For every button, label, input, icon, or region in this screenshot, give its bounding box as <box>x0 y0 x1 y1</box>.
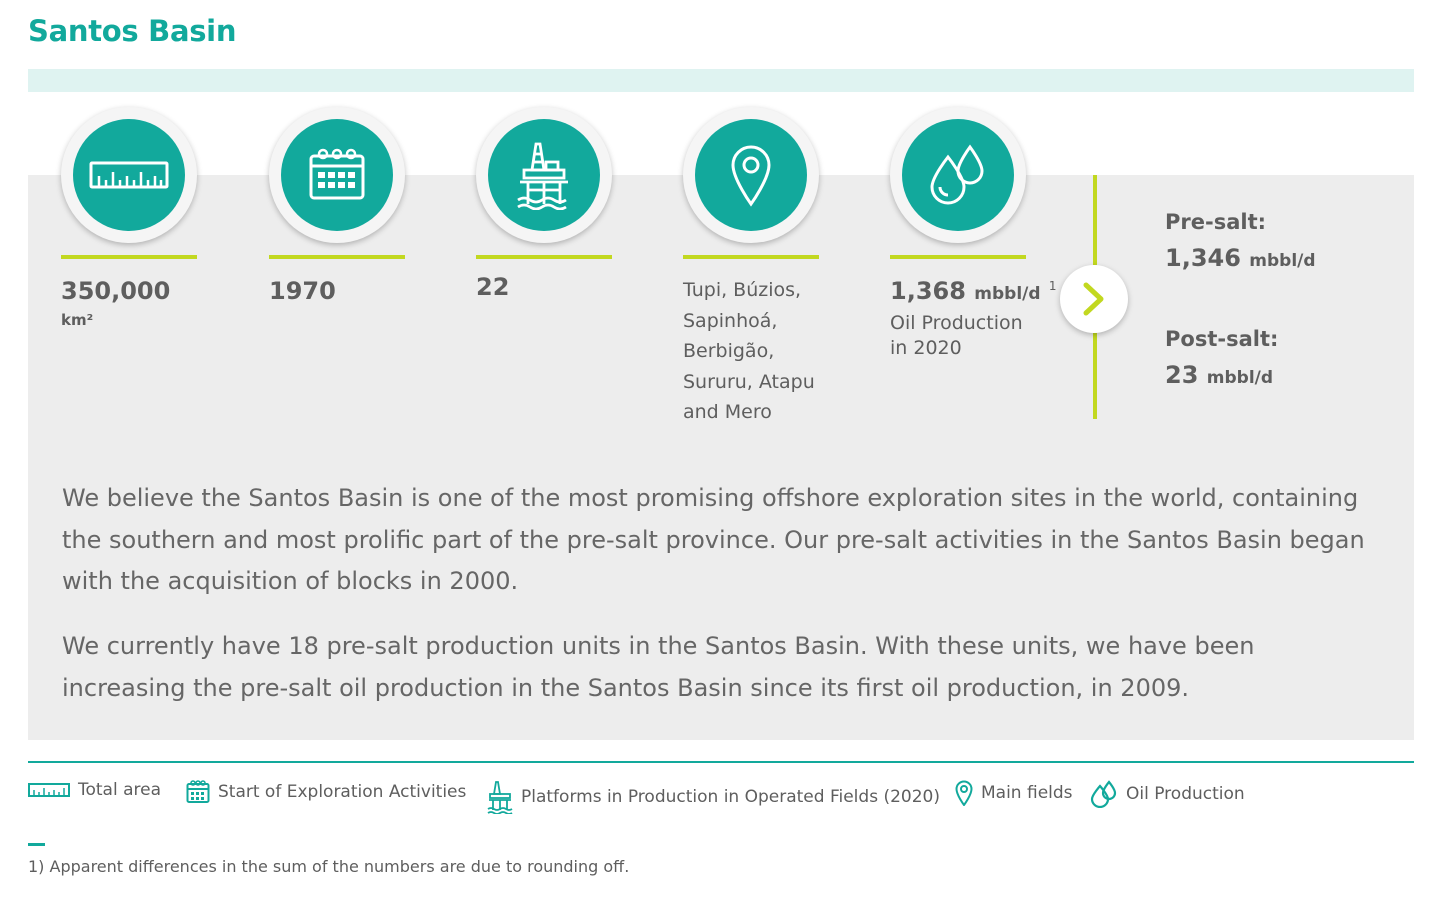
legend-label: Platforms in Production in Operated Fields (2020) <box>521 787 940 807</box>
stat-value: 22 <box>476 273 510 301</box>
field-line: and Mero <box>683 401 772 423</box>
stat-underline <box>269 255 405 259</box>
location-pin-icon <box>729 143 773 207</box>
production-unit: mbbl/d <box>974 284 1041 304</box>
footnote: 1) Apparent differences in the sum of the numbers are due to rounding off. <box>28 857 630 876</box>
stat-underline <box>61 255 197 259</box>
stat-underline <box>890 255 1026 259</box>
stat-circle <box>476 107 612 243</box>
footnote-dash <box>28 843 45 846</box>
stat-underline <box>476 255 612 259</box>
pre-salt-value <box>1165 244 1316 272</box>
description-paragraph: We currently have 18 pre-salt production units in the Santos Basin. With these units, we have been increasing the pre-salt oil production in the Santos Basin since its first oil production, in 2009. <box>62 632 1255 702</box>
divider-line-top <box>1093 175 1097 265</box>
header-band <box>28 69 1414 92</box>
production-caption-line: Oil Production <box>890 312 1023 334</box>
field-line: Sapinhoá, <box>683 309 778 332</box>
oil-drops-icon <box>926 143 990 207</box>
legend-item-total-area <box>28 780 161 800</box>
stat-circle <box>683 107 819 243</box>
production-caption-line: in 2020 <box>890 337 962 359</box>
post-salt-value <box>1165 361 1273 389</box>
pre-salt-unit: mbbl/d <box>1249 251 1316 271</box>
pre-salt-label: Pre-salt: <box>1165 210 1267 234</box>
legend-item-start-exploration <box>186 780 466 804</box>
production-caption <box>890 311 1023 361</box>
legend-label: Total area <box>78 780 162 800</box>
legend-item-platforms <box>487 780 940 814</box>
page-title: Santos Basin <box>28 14 237 48</box>
oil-drops-icon <box>1090 780 1118 808</box>
location-pin-icon <box>955 780 973 806</box>
production-value: 1,368 <box>890 277 966 305</box>
post-salt-number: 23 <box>1165 361 1199 389</box>
chevron-right-icon <box>1080 282 1108 316</box>
field-line: Berbigão, <box>683 340 775 362</box>
field-line: Sururu, Atapu <box>683 370 815 393</box>
stat-circle <box>269 107 405 243</box>
platform-icon <box>487 780 513 814</box>
field-line: Tupi, Búzios, <box>683 279 802 301</box>
post-salt-unit: mbbl/d <box>1206 368 1274 388</box>
arrow-button <box>1060 265 1128 333</box>
stat-circle <box>61 107 197 243</box>
legend-label: Start of Exploration Activities <box>218 782 467 802</box>
stat-value: 350,000 <box>61 277 171 305</box>
legend-divider <box>28 761 1414 763</box>
pre-salt-number: 1,346 <box>1165 244 1241 272</box>
stat-value: 1970 <box>269 277 336 305</box>
ruler-icon <box>28 783 70 797</box>
main-fields-list <box>683 275 815 428</box>
stat-underline <box>683 255 819 259</box>
stat-value <box>890 277 1057 305</box>
legend-label: Main fields <box>981 783 1073 803</box>
legend-label: Oil Production <box>1126 784 1245 804</box>
divider-line-bottom <box>1093 333 1097 419</box>
description-paragraph: We believe the Santos Basin is one of the most promising offshore exploration sites in the world, containing the southern and most prolific part of the pre-salt province. Our pre-salt activities in the Santos Basin began with the acquisition of blocks in 2000. <box>62 484 1365 595</box>
footnote-marker: 1 <box>1048 279 1057 293</box>
calendar-icon <box>186 780 210 804</box>
legend-item-main-fields <box>955 780 1073 806</box>
legend-item-oil-production <box>1090 780 1245 808</box>
ruler-icon <box>89 160 169 190</box>
post-salt-label: Post-salt: <box>1165 327 1279 351</box>
calendar-icon <box>308 148 366 202</box>
stat-unit: km² <box>61 311 94 329</box>
platform-icon <box>516 140 572 210</box>
stat-circle <box>890 107 1026 243</box>
